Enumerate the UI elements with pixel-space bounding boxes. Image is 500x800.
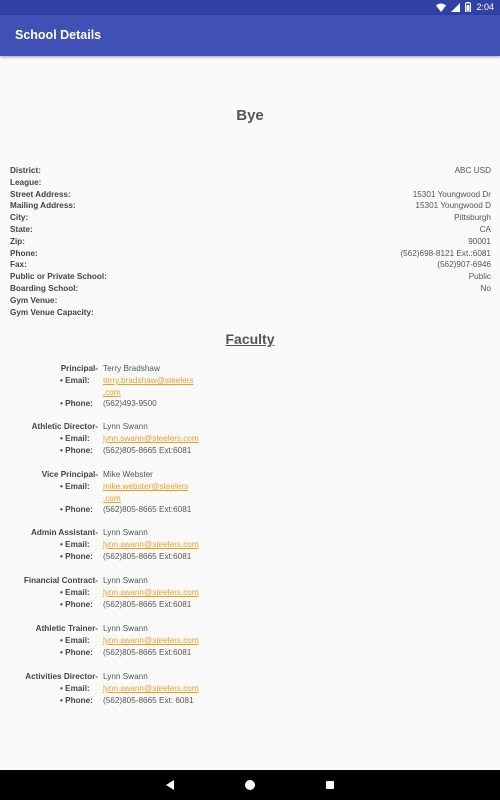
info-value: 15301 Youngwood Dr [412,189,491,199]
info-row-public-private [10,271,491,283]
info-row-fax [10,259,491,271]
school-name: Bye [236,107,264,124]
info-label: Boarding School: [10,283,79,293]
email-link[interactable]: lynn.swann@steelers.com [103,540,199,549]
faculty-member [0,466,500,524]
info-label: Mailing Address: [10,201,76,211]
email-link-continued[interactable]: .com [103,494,121,503]
email-label: • Email: [60,376,90,385]
info-row-state [10,224,491,236]
info-row-district [10,165,491,177]
phone-value: (562)805-8665 Ext:6081 [103,446,192,455]
email-link[interactable]: lynn.swann@steelers.com [103,684,199,693]
email-label: • Email: [60,540,90,549]
battery-icon [465,2,471,12]
member-role: Principal- [60,364,98,373]
faculty-member [0,620,500,668]
info-value: (562)907-6946 [437,260,491,270]
member-name: Lynn Swann [103,576,148,585]
navigation-bar [0,770,500,800]
info-value: 90001 [468,236,491,246]
status-time: 2:04 [476,2,494,12]
info-row-mailing-address [10,200,491,212]
phone-value: (562)805-8665 Ext:6081 [103,552,192,561]
info-label: Zip: [10,236,26,246]
info-label: Street Address: [10,189,71,199]
member-name: Mike Webster [103,470,153,479]
email-link-continued[interactable]: .com [103,388,121,397]
info-value: No [480,283,491,293]
info-row-gym-venue [10,295,491,307]
member-role: Athletic Director- [31,422,98,431]
phone-value: (562)805-8665 Ext:6081 [103,600,192,609]
info-label: Gym Venue: [10,295,58,305]
phone-value: (562)805-8665 Ext:6081 [103,648,192,657]
info-value: Public [468,272,491,282]
status-icons [436,2,494,12]
info-label: Phone: [10,248,38,258]
email-label: • Email: [60,636,90,645]
info-label: Gym Venue Capacity: [10,307,94,317]
recents-icon[interactable] [323,778,337,792]
school-info-list [10,165,491,318]
info-row-league [10,177,491,189]
member-name: Lynn Swann [103,422,148,431]
faculty-member [0,418,500,466]
member-name: Terry Bradshaw [103,364,160,373]
email-link[interactable]: mike.webster@steelers [103,482,189,491]
email-label: • Email: [60,588,90,597]
member-role: Financial Contract- [23,576,98,585]
faculty-heading: Faculty [225,331,275,347]
phone-label: • Phone: [60,600,93,609]
faculty-member [0,524,500,572]
email-link[interactable]: lynn.swann@steelers.com [103,434,199,443]
home-icon[interactable] [243,778,257,792]
info-row-gym-venue-capacity [10,307,491,319]
faculty-member [0,572,500,620]
email-label: • Email: [60,434,90,443]
member-role: Activities Director- [25,672,98,681]
info-label: City: [10,213,29,223]
info-value: ABC USD [454,166,491,175]
signal-icon [451,3,460,12]
email-link[interactable]: terry.bradshaw@steelers [103,376,194,385]
info-value: Pittsburgh [454,213,491,223]
phone-label: • Phone: [60,399,93,408]
info-value: (562)698-8121 Ext.:6081 [400,248,491,258]
app-bar [0,15,500,56]
back-icon[interactable] [163,778,177,792]
email-label: • Email: [60,482,90,491]
info-label: State: [10,224,33,234]
member-name: Lynn Swann [103,624,148,633]
wifi-icon [436,3,446,12]
phone-value: (562)493-9500 [103,399,157,408]
info-label: District: [10,166,41,175]
info-value: 15301 Youngwood D [415,201,491,211]
app-title: School Details [15,28,102,42]
info-row-city [10,212,491,224]
info-row-zip [10,236,491,248]
faculty-member [0,360,500,418]
email-label: • Email: [60,684,90,693]
phone-label: • Phone: [60,552,93,561]
email-link[interactable]: lynn.swann@steelers.com [103,636,199,645]
member-role: Vice Principal- [41,470,98,479]
member-name: Lynn Swann [103,528,148,537]
phone-value: (562)805-8665 Ext: 6081 [103,696,194,705]
member-role: Athletic Trainer- [35,624,98,633]
info-label: Public or Private School: [10,272,107,282]
faculty-list [0,360,500,716]
school-details-content[interactable] [0,56,500,770]
info-label: Fax: [10,260,27,270]
phone-label: • Phone: [60,505,93,514]
member-name: Lynn Swann [103,672,148,681]
email-link[interactable]: lynn.swann@steelers.com [103,588,199,597]
faculty-member [0,668,500,716]
member-role: Admin Assistant- [30,528,98,537]
phone-label: • Phone: [60,446,93,455]
phone-label: • Phone: [60,648,93,657]
info-label: League: [10,177,42,187]
info-row-boarding-school [10,283,491,295]
phone-value: (562)805-8665 Ext:6081 [103,505,192,514]
info-row-street-address [10,189,491,201]
phone-label: • Phone: [60,696,93,705]
info-row-phone [10,248,491,260]
info-value: CA [479,224,491,234]
status-bar [0,0,500,15]
